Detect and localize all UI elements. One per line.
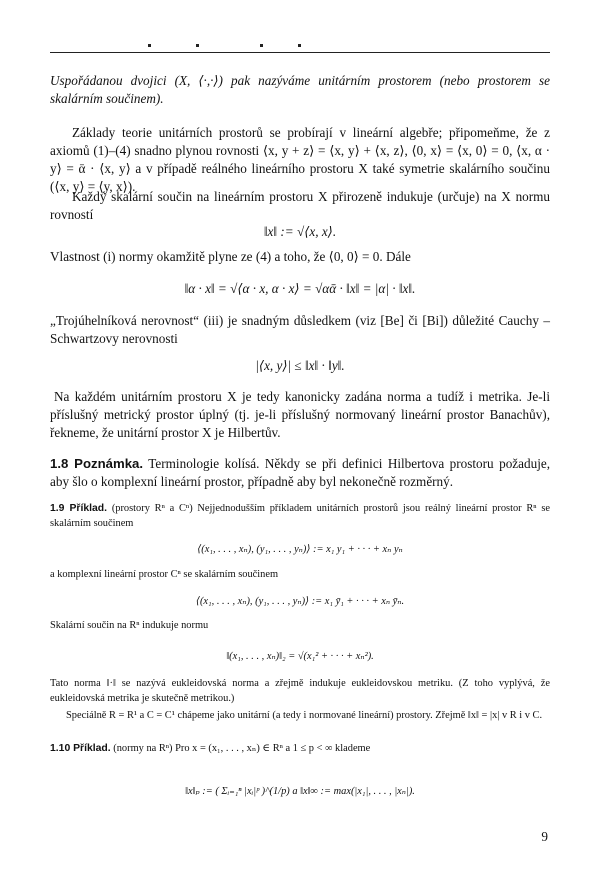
remark-heading: 1.8 Poznámka. — [50, 456, 144, 471]
example-1-9 — [50, 502, 550, 531]
paragraph-induced-norm: Každý skalární součin na lineárním prostoru X přirozeně indukuje (určuje) na X normu rovností — [50, 189, 550, 222]
example-heading: 1.9 Příklad. — [50, 503, 108, 514]
example-text: (normy na Rⁿ) Pro x = (x₁, . . . , xₙ) ∈ Rⁿ a 1 ≤ p < ∞ klademe — [113, 743, 371, 754]
paragraph-norm-property: Vlastnost (i) normy okamžitě plyne ze (4) a toho, že ⟨0, 0⟩ = 0. Dále — [50, 249, 411, 264]
paragraph-induced-euclid: Skalární součin na Rⁿ indukuje normu — [50, 620, 209, 631]
definition-closing: Uspořádanou dvojici (X, ⟨·,·⟩) pak nazýváme unitárním prostorem (nebo prostorem se skalárním součinem). — [50, 73, 550, 106]
paragraph-basics: Základy teorie unitárních prostorů se probírají v lineární algebře; připomeňme, že z axiomů (1)–(4) snadno plynou rovnosti ⟨x, y + z⟩ = ⟨x, y⟩ + ⟨x, z⟩, ⟨0, x⟩ = ⟨x, 0⟩ = 0, ⟨x, α · y⟩ = ᾱ · ⟨x, y⟩ a v případě reálného lineárního prostoru X také symetrie skalárního součinu (⟨x, y⟩ = ⟨y, x⟩). — [50, 125, 550, 194]
header-running-marks — [148, 44, 308, 50]
equation-complex-inner-product: ⟨(x₁, . . . , xₙ), (y₁, . . . , yₙ)⟩ := x₁ ȳ₁ + · · · + xₙ ȳₙ. — [195, 596, 405, 607]
equation-cauchy-schwartz: |⟨x, y⟩| ≤ ‖x‖ · ‖y‖. — [255, 358, 345, 373]
example-1-10 — [50, 742, 550, 757]
paragraph-euclidean-metric: Tato norma ‖·‖ se nazývá eukleidovská norma a zřejmě indukuje eukleidovskou metriku. (Z toho vyplývá, že eukleidovská metrika je skutečně metrikou.) — [50, 678, 550, 704]
equation-homogeneity: ‖α · x‖ = √⟨α · x, α · x⟩ = √αᾱ · ‖x‖ = |α| · ‖x‖. — [184, 281, 416, 296]
equation-p-norms: ‖x‖ₚ := ( Σᵢ₌₁ⁿ |xᵢ|ᵖ )^(1/p) a ‖x‖∞ := max(|x₁|, . . . , |xₙ|). — [185, 786, 415, 797]
example-heading: 1.10 Příklad. — [50, 743, 111, 754]
paragraph-complex-space: a komplexní lineární prostor Cⁿ se skalárním součinem — [50, 569, 279, 580]
example-text: (prostory Rⁿ a Cⁿ) Nejjednodušším příkladem unitárních prostorů jsou reálný lineární prostor Rⁿ se skalárním součinem — [50, 503, 550, 529]
paragraph-hilbert: Na každém unitárním prostoru X je tedy kanonicky zadána norma a tudíž i metrika. Je-li příslušný metrický prostor úplný (tj. je-li příslušný normovaný lineární prostor Banachův), řekneme, že unitární prostor X je Hilbertův. — [50, 389, 550, 440]
equation-norm-definition: ‖x‖ := √⟨x, x⟩. — [263, 224, 337, 239]
remark-text: Terminologie kolísá. Někdy se při definici Hilbertova prostoru požaduje, aby šlo o komplexní lineární prostor, případně aby byl nekonečně rozměrný. — [50, 456, 551, 489]
header-rule — [50, 52, 550, 53]
page-number: 9 — [541, 829, 548, 844]
equation-euclidean-norm: ‖(x₁, . . . , xₙ)‖₂ = √(x₁² + · · · + xₙ²). — [226, 651, 374, 662]
remark-1-8 — [50, 455, 550, 491]
paragraph-triangle-inequality: „Trojúhelníková nerovnost“ (iii) je snadným důsledkem (viz [Be] či [Bi]) důležité Cauchy – Schwartzovy nerovnosti — [50, 313, 550, 346]
paragraph-r-and-c: Speciálně R = R¹ a C = C¹ chápeme jako unitární (a tedy i normované lineární) prostory. Zřejmě ‖x‖ = |x| v R i v C. — [66, 710, 543, 721]
equation-real-inner-product: ⟨(x₁, . . . , xₙ), (y₁, . . . , yₙ)⟩ := x₁ y₁ + · · · + xₙ yₙ — [197, 544, 403, 555]
